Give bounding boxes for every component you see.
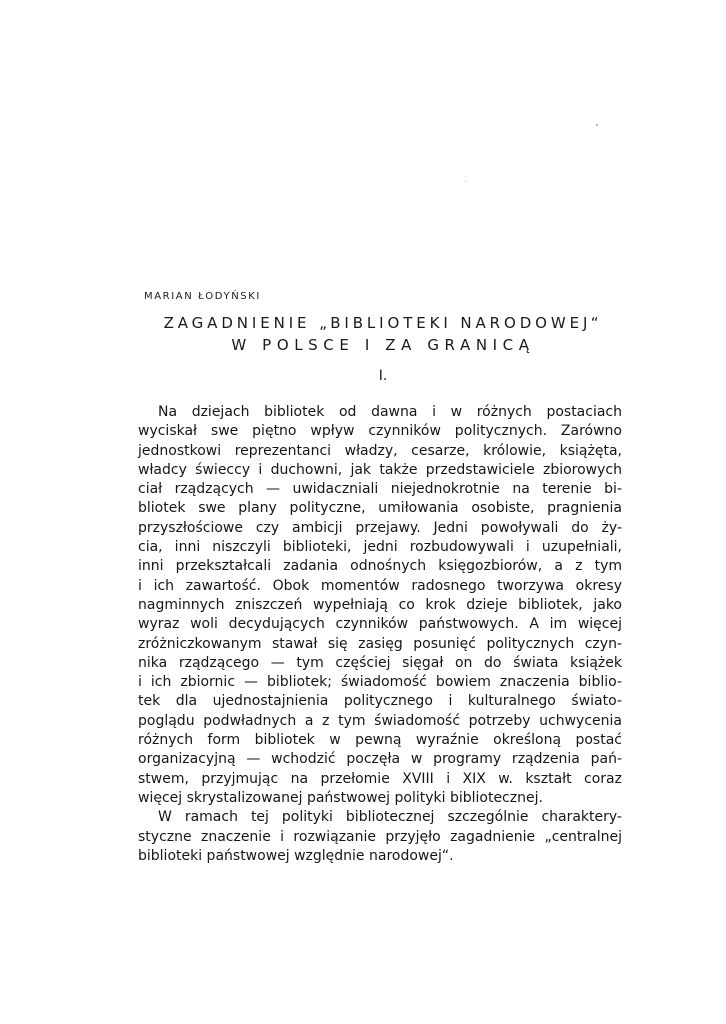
text-line: biblioteki państwowej względnie narodowej“. bbox=[138, 847, 454, 864]
text-line: inni przekształcali zadania odnośnych księgozbiorów, a z tym bbox=[138, 558, 622, 575]
article-title-line-1: ZAGADNIENIE „BIBLIOTEKI NARODOWEJ“ bbox=[163, 314, 603, 332]
text-line: cia, inni niszczyli biblioteki, jedni rozbudowywali i uzupełniali, bbox=[138, 539, 622, 556]
text-line: jednostkowi reprezentanci władzy, cesarze, królowie, książęta, bbox=[138, 442, 622, 459]
text-line: stwem, przyjmując na przełomie XVIII i XIX w. kształt coraz bbox=[138, 770, 622, 787]
text-line: nagminnych zniszczeń wypełniają co krok dzieje bibliotek, jako bbox=[138, 596, 622, 613]
text-line: poglądu podwładnych a z tym świadomość potrzeby uchwycenia bbox=[138, 712, 622, 729]
text-line: władcy świeccy i duchowni, jak także przedstawiciele zbiorowych bbox=[138, 461, 622, 478]
text-line: więcej skrystalizowanej państwowej polityki bibliotecznej. bbox=[138, 789, 543, 806]
paper-speck bbox=[596, 124, 598, 126]
text-line: Na dziejach bibliotek od dawna i w różnych postaciach bbox=[158, 404, 622, 420]
text-line: organizacyjną — wchodzić poczęła w programy rządzenia pań- bbox=[138, 751, 622, 768]
paper-speck bbox=[465, 181, 466, 182]
text-line: bliotek swe plany polityczne, umiłowania osobiste, pragnienia bbox=[138, 500, 622, 517]
text-line: styczne znaczenie i rozwiązanie przyjęło zagadnienie „centralnej bbox=[138, 828, 622, 845]
text-line: przyszłościowe czy ambicji przejawy. Jedni powoływali do ży- bbox=[138, 519, 622, 536]
article-title-line-2: W POLSCE I ZA GRANICĄ bbox=[231, 336, 535, 354]
text-line: ciał rządzących — uwidaczniali niejednokrotnie na terenie bi- bbox=[138, 481, 622, 498]
text-line: nika rządzącego — tym częściej sięgał on do świata książek bbox=[138, 654, 622, 671]
paragraph bbox=[138, 808, 622, 866]
section-number: I. bbox=[378, 368, 388, 384]
text-line: i ich zbiornic — bibliotek; świadomość bowiem znaczenia biblio- bbox=[138, 674, 622, 691]
paragraph bbox=[138, 403, 622, 808]
author-name: MARIAN ŁODYŃSKI bbox=[144, 291, 261, 302]
text-line: różnych form bibliotek w pewną wyraźnie określoną postać bbox=[138, 732, 622, 749]
text-line: wyciskał swe piętno wpływ czynników politycznych. Zarówno bbox=[138, 423, 622, 440]
text-line: tek dla ujednostajnienia politycznego i kulturalnego świato- bbox=[138, 693, 622, 710]
text-line: wyraz woli decydujących czynników państwowych. A im więcej bbox=[138, 616, 622, 633]
text-line: i ich zawartość. Obok momentów radosnego tworzywa okresy bbox=[138, 577, 622, 594]
text-line: W ramach tej polityki bibliotecznej szczególnie charaktery- bbox=[158, 809, 622, 826]
article-body bbox=[138, 403, 622, 866]
text-line: zróżniczkowanym stawał się zasięg posunięć politycznych czyn- bbox=[138, 635, 622, 652]
